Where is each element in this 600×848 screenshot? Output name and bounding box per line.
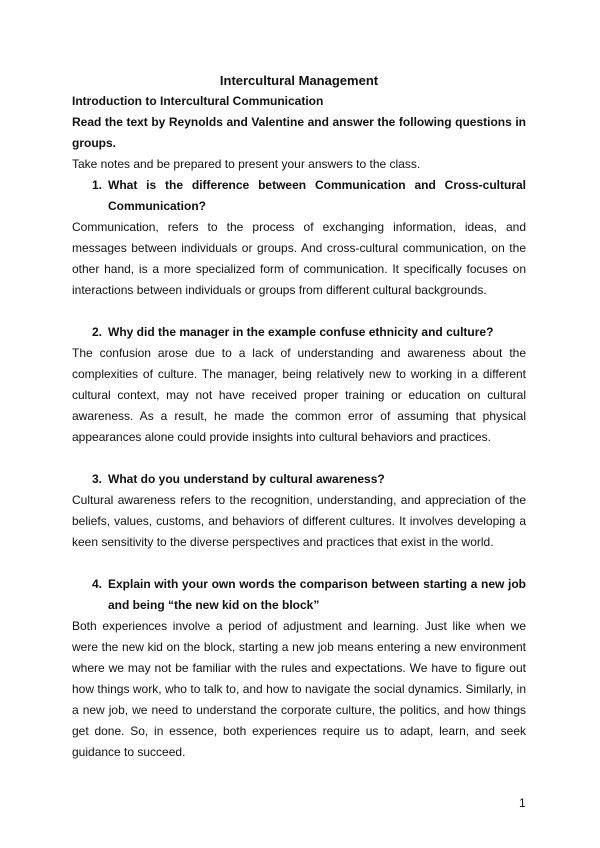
instruction-text: Read the text by Reynolds and Valentine and answer the following questions in groups. — [72, 115, 526, 150]
question-block-2 — [72, 322, 526, 448]
spacer — [72, 301, 526, 322]
question-block-3 — [72, 469, 526, 553]
document-subtitle: Introduction to Intercultural Communication — [72, 94, 324, 108]
document-title: Intercultural Management — [219, 73, 379, 88]
note-text: Take notes and be prepared to present your answers to the class. — [72, 157, 421, 171]
spacer — [72, 448, 526, 469]
answer-4: Both experiences involve a period of adjustment and learning. Just like when we were the new kid on the block, starting a new job means entering a new environment where we may not be familiar with the rules and expectations. We have to figure out how things work, who to talk to, and how to navigate the social dynamics. Similarly, in a new job, we need to understand the corporate culture, the politics, and how things get done. So, in essence, both experiences require us to adapt, learn, and seek guidance to succeed. — [72, 619, 526, 759]
question-text: What do you understand by cultural awareness? — [108, 472, 385, 486]
document-page — [72, 70, 526, 763]
question-text: Explain with your own words the comparison between starting a new job and being “the new kid on the block” — [108, 577, 526, 612]
question-number: 2. — [92, 325, 103, 339]
answer-1: Communication, refers to the process of exchanging information, ideas, and messages between individuals or groups. And cross-cultural communication, on the other hand, is a more specialized form of communication. It specifically focuses on interactions between individuals or groups from different cultural backgrounds. — [72, 220, 526, 297]
question-2 — [72, 322, 526, 343]
question-text: Why did the manager in the example confuse ethnicity and culture? — [108, 325, 494, 339]
question-3 — [72, 469, 526, 490]
question-number: 3. — [92, 472, 103, 486]
question-block-1 — [72, 175, 526, 301]
page-number: 1 — [519, 796, 526, 810]
question-text: What is the difference between Communication and Cross-cultural Communication? — [108, 178, 526, 213]
question-number: 1. — [92, 178, 103, 192]
answer-2: The confusion arose due to a lack of understanding and awareness about the complexities of culture. The manager, being relatively new to working in a different cultural context, may not have received proper training or education on cultural awareness. As a result, he made the common error of assuming that physical appearances alone could provide insights into cultural behaviors and practices. — [72, 346, 526, 444]
question-block-4 — [72, 574, 526, 763]
answer-3: Cultural awareness refers to the recognition, understanding, and appreciation of the beliefs, values, customs, and behaviors of different cultures. It involves developing a keen sensitivity to the diverse perspectives and practices that exist in the world. — [72, 493, 526, 549]
question-1 — [72, 175, 526, 217]
spacer — [72, 553, 526, 574]
question-number: 4. — [92, 577, 103, 591]
question-4 — [72, 574, 526, 616]
